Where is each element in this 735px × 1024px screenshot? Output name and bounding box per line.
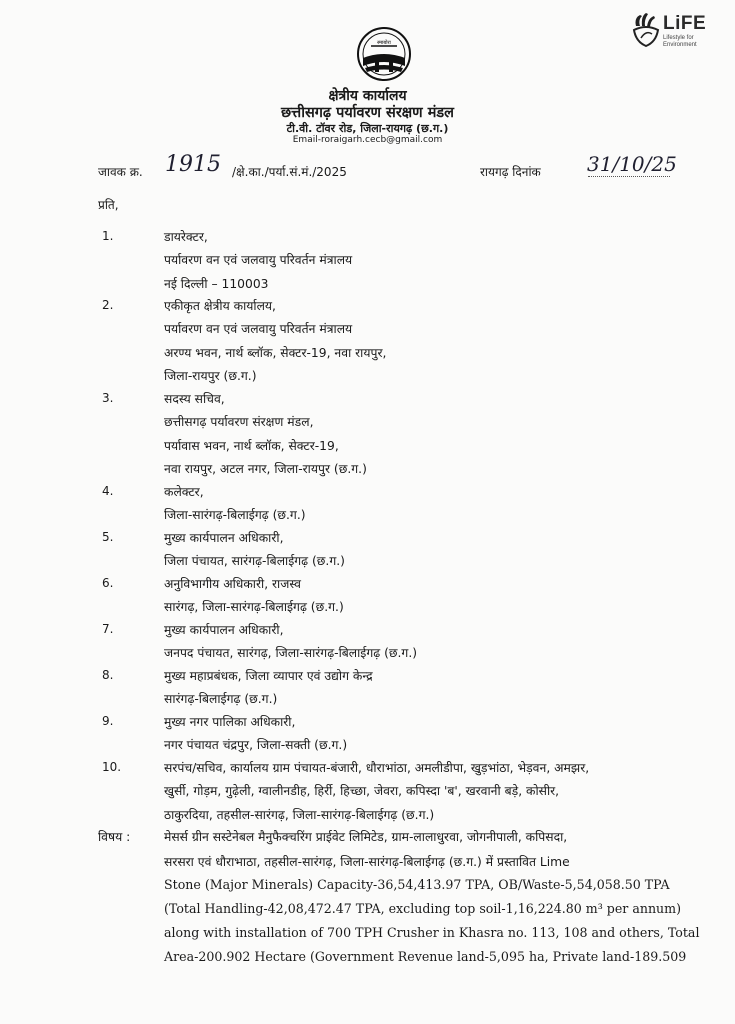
recipient-line: सारंगढ़, जिला-सारंगढ़-बिलाईगढ़ (छ.ग.) [164, 600, 344, 615]
recipient-line: जिला पंचायत, सारंगढ़-बिलाईगढ़ (छ.ग.) [164, 554, 345, 569]
subject-line: Stone (Major Minerals) Capacity-36,54,413.97 TPA, OB/Waste-5,54,058.50 TPA [164, 877, 670, 892]
recipient-line: खुर्सी, गोड़म, गुढ़ेली, ग्वालीनडीह, हिर्री, हिच्छा, जेवरा, कपिस्दा 'ब', खरवानी बड़े, कोसीर, [164, 784, 560, 799]
office-address: टी.वी. टॉवर रोड, जिला-रायगढ़ (छ.ग.) [286, 122, 449, 135]
date-underline [588, 176, 670, 177]
recipient-line: जिला-सारंगढ़-बिलाईगढ़ (छ.ग.) [164, 508, 306, 523]
recipient-line: सदस्य सचिव, [164, 392, 225, 406]
recipient-line: मुख्य महाप्रबंधक, जिला व्यापार एवं उद्योग केन्द्र [164, 669, 373, 683]
recipient-number: 3. [102, 391, 114, 405]
recipient-line: मुख्य कार्यपालन अधिकारी, [164, 531, 284, 545]
subject-label: विषय : [98, 830, 131, 844]
emblem-text: स्माबोरा [377, 40, 391, 46]
recipient-number: 4. [102, 484, 114, 498]
recipient-line: सरपंच/सचिव, कार्यालय ग्राम पंचायत-बंजारी, धौराभांठा, अमलीडीपा, खुड़भांठा, भेड़वन, अमझर, [164, 761, 590, 775]
subject-line: सरसरा एवं धौराभाठा, तहसील-सारंगढ़, जिला-सारंगढ़-बिलाईगढ़ (छ.ग.) में प्रस्तावित Lime [164, 855, 570, 869]
recipient-number: 1. [102, 229, 114, 243]
recipient-line: नई दिल्ली – 110003 [164, 276, 269, 291]
life-wordmark: LiFE [663, 13, 707, 34]
recipient-line: जिला-रायपुर (छ.ग.) [164, 368, 257, 383]
recipient-line: एकीकृत क्षेत्रीय कार्यालय, [164, 299, 276, 313]
office-title: क्षेत्रीय कार्यालय [328, 88, 407, 104]
subject-line: along with installation of 700 TPH Crusher in Khasra no. 113, 108 and others, Total [164, 925, 700, 940]
recipient-line: सारंगढ़-बिलाईगढ़ (छ.ग.) [164, 692, 278, 707]
subject-line: Area-200.902 Hectare (Government Revenue land-5,095 ha, Private land-189.509 [164, 949, 687, 964]
recipient-number: 6. [102, 576, 114, 590]
recipient-line: पर्यावरण वन एवं जलवायु परिवर्तन मंत्रालय [164, 322, 353, 337]
recipient-line: मुख्य नगर पालिका अधिकारी, [164, 715, 296, 729]
recipient-line: अनुविभागीय अधिकारी, राजस्व [164, 577, 301, 591]
recipient-line: डायरेक्टर, [164, 230, 208, 244]
recipient-line: छत्तीसगढ़ पर्यावरण संरक्षण मंडल, [164, 415, 314, 430]
recipient-number: 8. [102, 668, 114, 682]
office-email: Email-roraigarh.cecb@gmail.com [292, 135, 443, 145]
recipient-line: ठाकुरदिया, तहसील-सारंगढ़, जिला-सारंगढ़-बिलाईगढ़ (छ.ग.) [164, 807, 435, 822]
recipient-number: 7. [102, 622, 114, 636]
date-label: रायगढ़ दिनांक [480, 165, 541, 179]
recipient-number: 2. [102, 298, 114, 312]
recipient-line: पर्यावास भवन, नार्थ ब्लॉक, सेक्टर-19, [164, 438, 339, 453]
recipient-number: 10. [102, 760, 122, 774]
life-tagline: Lifestyle for Environment [663, 35, 697, 48]
reference-number: 1915 [165, 152, 221, 177]
recipient-number: 9. [102, 714, 114, 728]
recipient-line: कलेक्टर, [164, 485, 204, 499]
reference-suffix: /क्षे.का./पर्या.सं.मं./2025 [232, 165, 347, 179]
board-emblem-icon [351, 24, 417, 82]
subject-line: मेसर्स ग्रीन सस्टेनेबल मैनुफैक्चरिंग प्राईवेट लिमिटेड, ग्राम-लालाधुरवा, जोगनीपाली, कपिसदा, [164, 830, 568, 844]
reference-label: जावक क्र. [98, 165, 143, 179]
subject-line: (Total Handling-42,08,472.47 TPA, excluding top soil-1,16,224.80 m³ per annum) [164, 901, 682, 916]
recipient-number: 5. [102, 530, 114, 544]
recipient-line: जनपद पंचायत, सारंगढ़, जिला-सारंगढ़-बिलाईगढ़ (छ.ग.) [164, 646, 418, 661]
recipient-line: मुख्य कार्यपालन अधिकारी, [164, 623, 284, 637]
recipient-line: अरण्य भवन, नार्थ ब्लॉक, सेक्टर-19, नवा रायपुर, [164, 345, 387, 360]
board-title: छत्तीसगढ़ पर्यावरण संरक्षण मंडल [281, 105, 454, 121]
date-value: 31/10/25 [587, 152, 677, 176]
to-label: प्रति, [98, 198, 119, 212]
recipient-line: पर्यावरण वन एवं जलवायु परिवर्तन मंत्रालय [164, 253, 353, 268]
recipient-line: नवा रायपुर, अटल नगर, जिला-रायपुर (छ.ग.) [164, 461, 367, 476]
recipient-line: नगर पंचायत चंद्रपुर, जिला-सक्ती (छ.ग.) [164, 738, 348, 753]
